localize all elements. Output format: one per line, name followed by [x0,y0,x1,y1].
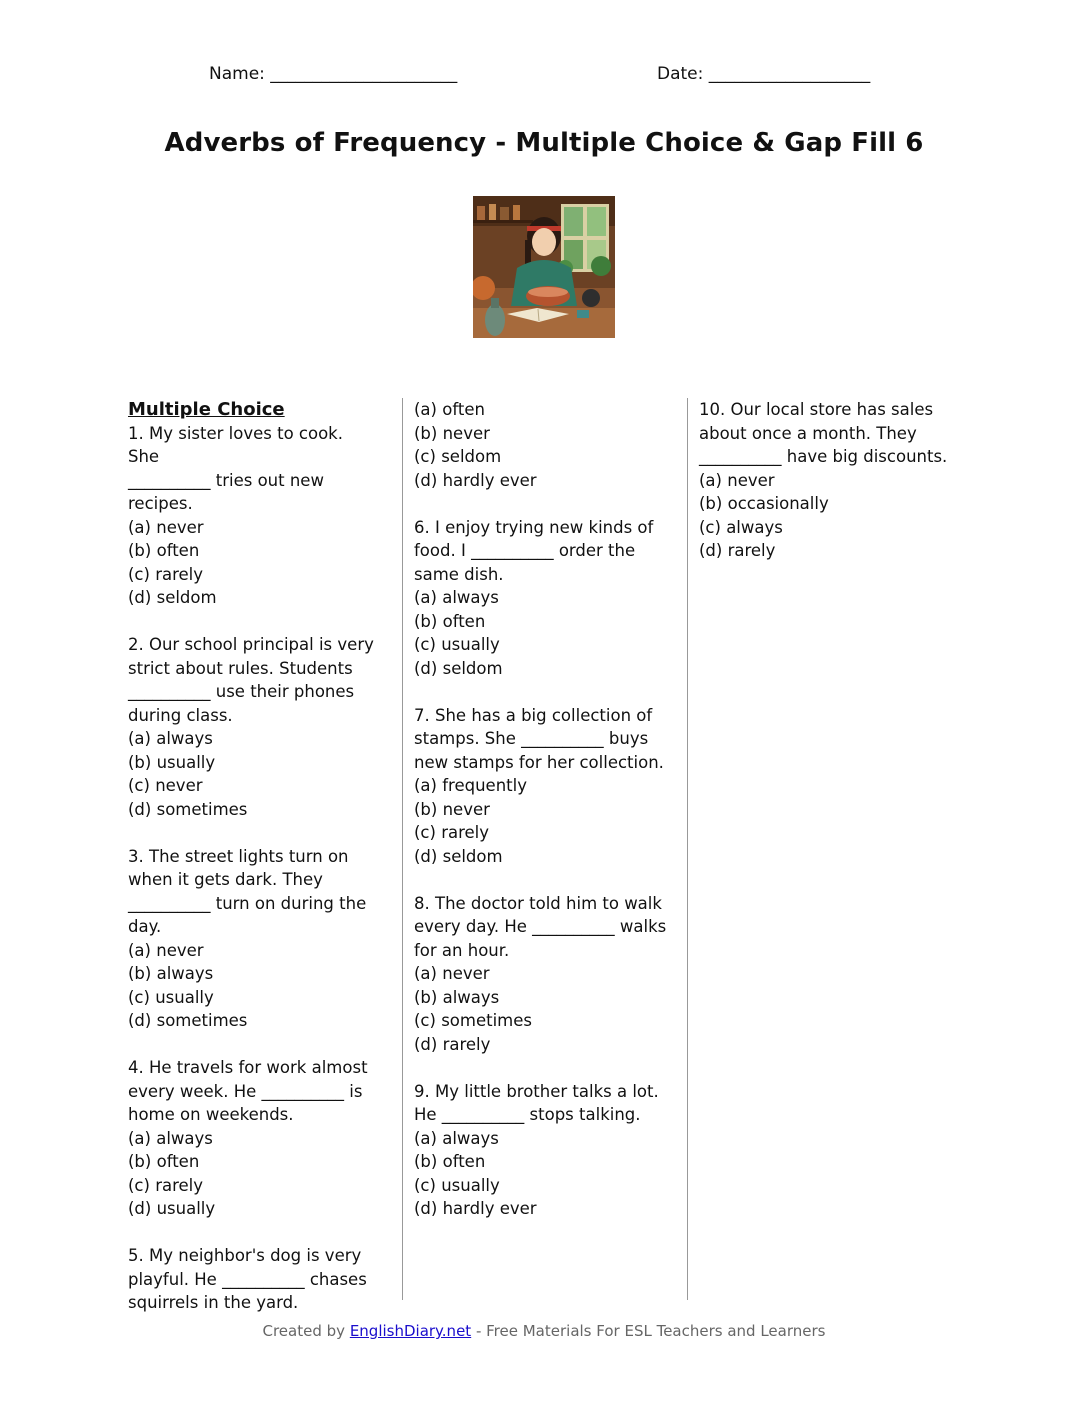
option-c: (c) rarely [414,823,490,842]
option-c: (c) rarely [128,1175,204,1195]
option-b: (b) often [414,611,486,631]
option-d: (d) seldom [414,658,503,678]
page-title: Adverbs of Frequency - Multiple Choice & Gap Fill 6 [164,128,924,158]
question-8 [414,892,670,1057]
question-text: 9. My little brother talks a lot. [414,1081,659,1101]
question-9 [414,1080,670,1221]
question-text: __________ turn on during the [128,893,367,913]
question-5 [128,1244,376,1315]
option-c: (c) rarely [128,564,204,584]
question-text: food. I __________ order the [414,541,636,560]
question-3 [128,845,376,1033]
option-d: (d) seldom [128,588,217,607]
question-text: home on weekends. [128,1105,294,1124]
question-text: recipes. [128,494,193,513]
question-10 [699,398,959,563]
footer [0,1322,1088,1340]
option-b: (b) always [414,987,500,1007]
question-2 [128,633,376,821]
option-d: (d) rarely [699,541,776,560]
question-text: 10. Our local store has sales [699,400,934,419]
option-a: (a) never [128,517,204,537]
option-c: (c) always [699,517,783,537]
question-text: 4. He travels for work almost [128,1058,368,1077]
option-b: (b) often [128,541,200,560]
option-c: (c) usually [414,635,500,654]
option-a: (a) never [414,964,490,983]
question-text: stamps. She __________ buys [414,729,649,748]
section-heading: Multiple Choice [128,399,285,420]
question-text: 8. The doctor told him to walk [414,893,662,913]
question-text: 5. My neighbor's dog is very [128,1246,362,1265]
option-d: (d) sometimes [128,799,248,819]
question-text: when it gets dark. They [128,870,323,889]
question-text: strict about rules. Students [128,658,353,678]
option-c: (c) usually [128,987,214,1007]
question-text: every day. He __________ walks [414,917,667,936]
option-c: (c) usually [414,1175,500,1195]
option-d: (d) usually [128,1199,216,1218]
option-b: (b) often [414,1152,486,1171]
question-text: __________ have big discounts. [699,447,948,466]
option-b: (b) occasionally [699,494,829,513]
option-c: (c) seldom [414,447,502,466]
footer-prefix: Created by [262,1322,350,1340]
column-1 [128,398,376,1338]
option-c: (c) sometimes [414,1011,532,1030]
question-text: new stamps for her collection. [414,752,664,772]
option-c: (c) never [128,776,203,795]
question-text: 1. My sister loves to cook. She [128,423,343,466]
question-text: playful. He __________ chases [128,1269,367,1289]
option-a: (a) often [414,400,485,419]
footer-suffix: - Free Materials For ESL Teachers and Learners [471,1322,826,1340]
question-text: during class. [128,705,233,725]
question-5-options [414,398,670,492]
question-text: about once a month. They [699,423,917,443]
option-d: (d) hardly ever [414,1199,537,1218]
question-1 [128,422,376,610]
question-4 [128,1056,376,1221]
question-text: __________ tries out new [128,470,324,490]
question-text: day. [128,917,162,936]
question-text: same dish. [414,564,504,584]
name-field[interactable]: Name: ______________________ [209,64,458,84]
footer-link[interactable]: EnglishDiary.net [349,1322,472,1340]
column-divider [402,398,403,1300]
option-a: (a) never [699,470,775,490]
question-7 [414,704,670,869]
option-a: (a) always [414,1128,499,1148]
column-3 [699,398,959,586]
option-d: (d) hardly ever [414,470,537,490]
question-text: __________ use their phones [128,682,355,701]
option-b: (b) usually [128,752,216,772]
option-a: (a) never [128,940,204,960]
question-text: squirrels in the yard. [128,1293,299,1312]
option-a: (a) always [128,729,213,748]
question-text: 3. The street lights turn on [128,846,349,866]
date-field[interactable]: Date: ___________________ [657,64,871,84]
option-a: (a) always [414,588,499,607]
question-text: every week. He __________ is [128,1081,363,1101]
option-b: (b) never [414,423,490,443]
column-divider [687,398,688,1300]
question-text: for an hour. [414,940,510,960]
question-text: 2. Our school principal is very [128,635,374,654]
column-2 [414,398,670,1244]
option-b: (b) never [414,799,490,819]
option-b: (b) always [128,964,214,983]
option-d: (d) sometimes [128,1011,248,1030]
question-text: 6. I enjoy trying new kinds of [414,517,654,537]
option-a: (a) always [128,1128,213,1148]
option-d: (d) rarely [414,1034,491,1054]
option-a: (a) frequently [414,776,527,795]
question-text: He __________ stops talking. [414,1105,641,1124]
question-6 [414,516,670,681]
option-d: (d) seldom [414,846,503,866]
girl-cooking-illustration [473,196,615,338]
option-b: (b) often [128,1152,200,1171]
question-text: 7. She has a big collection of [414,705,653,725]
